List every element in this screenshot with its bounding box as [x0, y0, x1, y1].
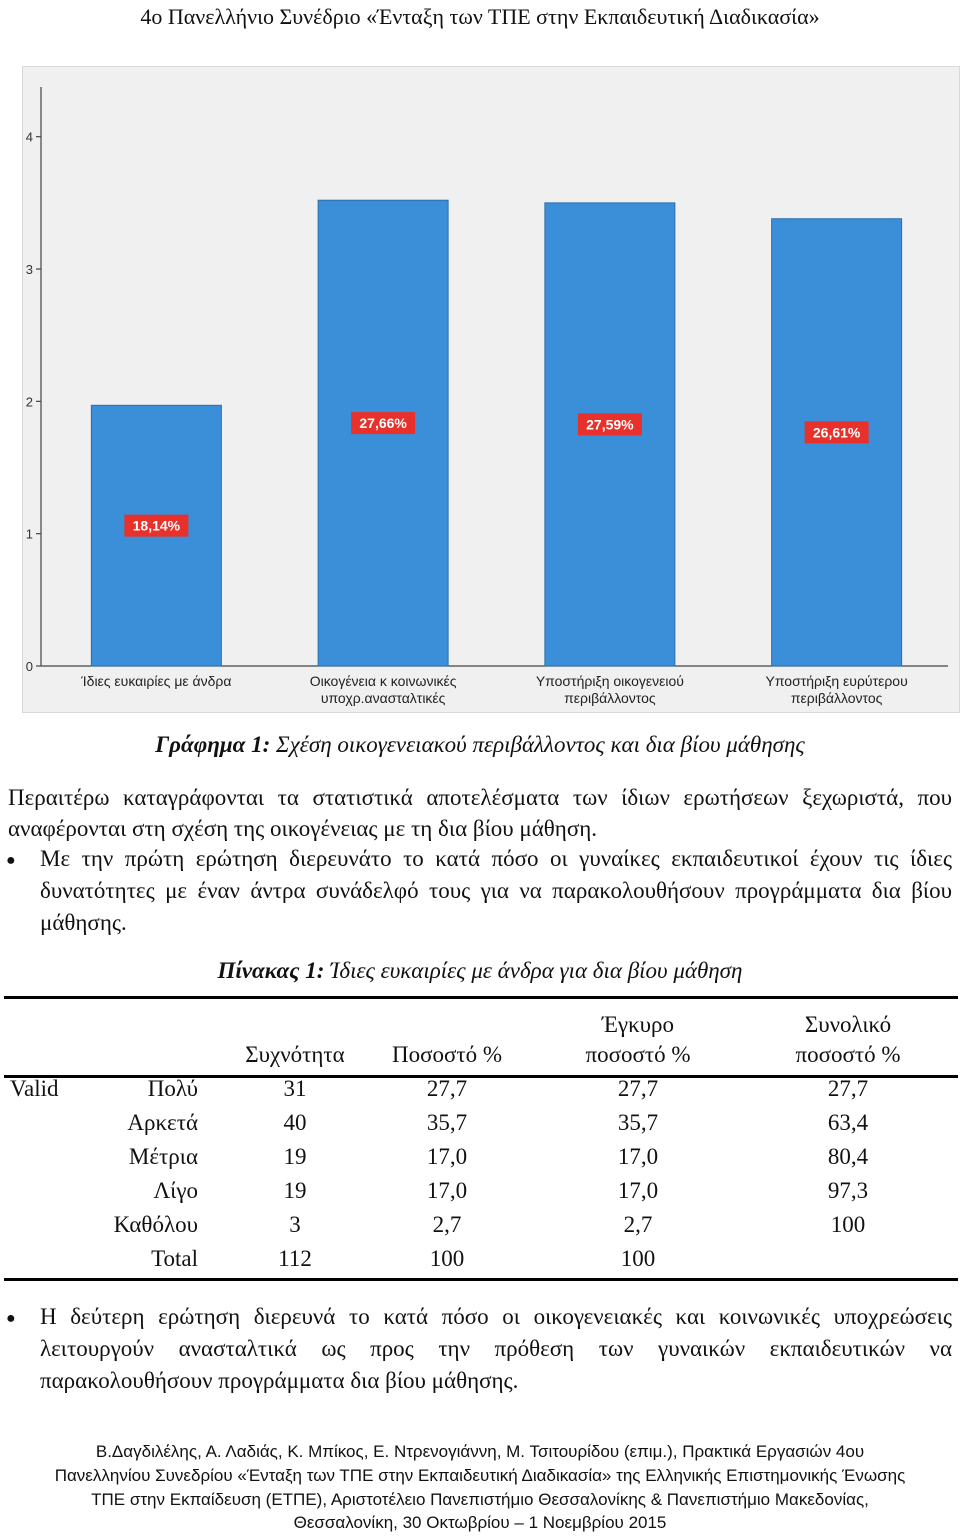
table-caption-text: Ίδιες ευκαιρίες με άνδρα για δια βίου μάθηση [324, 958, 743, 983]
bullet-marker: ● [6, 1310, 16, 1327]
row-label: Total [151, 1246, 198, 1271]
footer-line: Θεσσαλονίκη, 30 Οκτωβρίου – 1 Νοεμβρίου 2015 [293, 1513, 667, 1532]
column-header-frequency: Συχνότητα [245, 1042, 345, 1067]
table-cell: 35,7 [617, 1110, 659, 1135]
column-header-cumulative-percent: ποσοστό % [795, 1042, 901, 1067]
table-cell: 27,7 [426, 1076, 468, 1101]
footer-line: ΤΠΕ στην Εκπαίδευση (ΕΤΠΕ), Αριστοτέλειο Πανεπιστήμιο Θεσσαλονίκης & Πανεπιστήμιο Μακεδονίας, [91, 1490, 869, 1509]
table-cell: 31 [283, 1076, 307, 1101]
data-label: 27,66% [359, 415, 407, 432]
data-label: 18,14% [132, 517, 181, 534]
column-header-cumulative-percent: Συνολικό [804, 1012, 892, 1037]
footer-line: Β.Δαγδιλέλης, Α. Λαδιάς, Κ. Μπίκος, Ε. Ντρενογιάννη, Μ. Τσιτουρίδου (επιμ.), Πρακτικά Εργασιών 4ου [95, 1442, 865, 1461]
running-header: 4ο Πανελλήνιο Συνέδριο «Ένταξη των ΤΠΕ στην Εκπαιδευτική Διαδικασία» [140, 4, 820, 29]
table-cell: 3 [289, 1212, 301, 1237]
caption-text: Σχέση οικογενειακού περιβάλλοντος και δια βίου μάθησης [270, 732, 805, 757]
row-label: Μέτρια [128, 1144, 198, 1169]
bullet-paragraph: Η δεύτερη ερώτηση διερευνά το κατά πόσο οι οικογενειακές και κοινωνικές υποχρεώσεις λειτουργούν ανασταλτικά ως προς την πρόθεση των γυναικών εκπαιδευτικών να παρακολουθήσουν προγράμματα δια βίου μάθησης. [40, 1304, 952, 1393]
table-caption [0, 958, 960, 984]
x-tick-label: Οικογένεια κ κοινωνικές [309, 673, 457, 689]
data-label: 27,59% [586, 416, 634, 433]
table-cell: 27,7 [827, 1076, 869, 1101]
y-tick-label: 2 [25, 394, 33, 410]
table-cell: 17,0 [617, 1178, 659, 1203]
x-tick-label: Υποστήριξη οικογενειού [535, 673, 684, 689]
table-top-rule [4, 996, 958, 999]
x-tick-label: περιβάλλοντος [790, 690, 883, 706]
table-cell: 27,7 [617, 1076, 659, 1101]
row-label: Καθόλου [113, 1212, 198, 1237]
x-tick-label: Ίδιες ευκαιρίες με άνδρα [81, 673, 232, 689]
table-cell: 17,0 [426, 1144, 468, 1169]
table-cell: 17,0 [426, 1178, 468, 1203]
column-header-percent: Ποσοστό % [391, 1042, 503, 1067]
row-label: Λίγο [153, 1178, 198, 1203]
table-cell: 19 [283, 1144, 307, 1169]
table-cell: 112 [278, 1246, 312, 1271]
column-header-valid-percent: ποσοστό % [585, 1042, 691, 1067]
table-cell: 17,0 [617, 1144, 659, 1169]
table-cell: 2,7 [623, 1212, 653, 1237]
table-cell: 40 [283, 1110, 307, 1135]
row-group-label: Valid [10, 1076, 59, 1101]
table-cell: 63,4 [827, 1110, 869, 1135]
y-tick-label: 4 [25, 129, 33, 145]
bar-chart [22, 66, 960, 713]
table-cell: 19 [283, 1178, 307, 1203]
y-tick-label: 1 [25, 526, 33, 542]
x-tick-label: υποχρ.ανασταλτικές [320, 690, 446, 706]
footer-line: Πανελληνίου Συνεδρίου «Ένταξη των ΤΠΕ στην Εκπαιδευτική Διαδικασία» της Ελληνικής Επιστημονικής Ένωσης [54, 1466, 906, 1485]
table-cell: 2,7 [432, 1212, 462, 1237]
table-cell: 100 [620, 1246, 656, 1271]
table-bottom-rule [4, 1278, 958, 1281]
table-cell: 100 [429, 1246, 465, 1271]
column-header-valid-percent: Έγκυρο [601, 1012, 675, 1037]
bullet-paragraph: Με την πρώτη ερώτηση διερευνάτο το κατά πόσο οι γυναίκες εκπαιδευτικοί έχουν τις ίδιες δυνατότητες με έναν άντρα συνάδελφό τους για να παρακολουθήσουν προγράμματα δια βίου μάθησης. [40, 846, 952, 935]
x-tick-label: περιβάλλοντος [564, 690, 656, 706]
table-cell: 35,7 [426, 1110, 468, 1135]
table-cell: 100 [830, 1212, 866, 1237]
row-label: Αρκετά [127, 1110, 198, 1135]
y-tick-label: 0 [25, 659, 33, 674]
table-cell: 97,3 [827, 1178, 869, 1203]
figure-caption [0, 732, 960, 758]
paragraph: Περαιτέρω καταγράφονται τα στατιστικά αποτελέσματα των ίδιων ερωτήσεων ξεχωριστά, που αναφέρονται στη σχέση της οικογένειας με τη δια βίου μάθηση. [8, 785, 952, 841]
bullet-marker: ● [6, 852, 16, 869]
table-cell: 80,4 [827, 1144, 869, 1169]
bar-chart-svg [23, 67, 959, 712]
caption-label: Γράφημα 1: [155, 732, 271, 757]
data-label: 26,61% [812, 424, 861, 441]
y-tick-label: 3 [25, 262, 33, 278]
x-tick-label: Υποστήριξη ευρύτερου [765, 673, 908, 689]
table-caption-label: Πίνακας 1: [217, 958, 325, 983]
row-label: Πολύ [147, 1076, 198, 1101]
